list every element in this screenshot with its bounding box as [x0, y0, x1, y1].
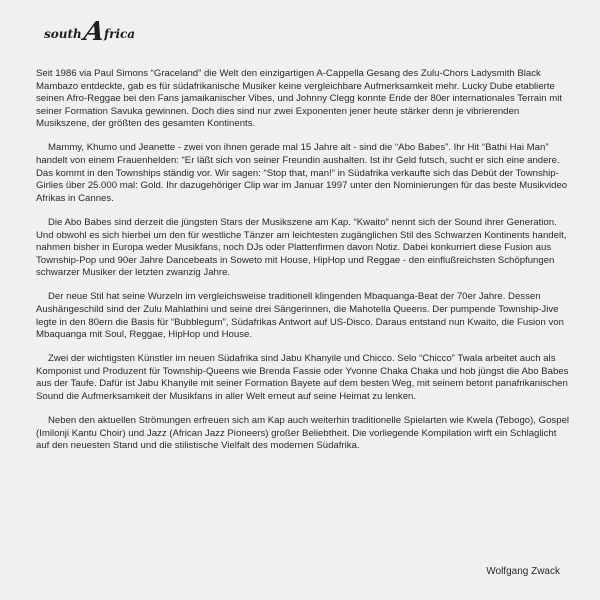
logo-word-south: south [44, 27, 82, 41]
south-africa-logo [44, 17, 136, 47]
liner-notes-text [36, 68, 572, 464]
paragraph-3: Die Abo Babes sind derzeit die jüngsten Stars der Musikszene am Kap. “Kwaito” nennt sich der Sound ihrer Generation. Und obwohl es sich hierbei um den für westliche Tänzer am leichtesten zugänglichen Stil des Schwarzen Kontinents handelt, nahmen bisher in Europa weder Musikfans, noch DJs oder Plattenfirmen davon Notiz. Dabei konkurriert diese Fusion aus Township-Pop und 90er Jahre Dancebeats in Soweto mit House, HipHop und Reggae - den einflußreichsten Schöpfungen schwarzer Musiker der letzten zwanzig Jahre. [36, 216, 567, 279]
author-signature: Wolfgang Zwack [486, 566, 560, 577]
paragraph-6: Neben den aktuellen Strömungen erfreuen sich am Kap auch weiterhin traditionelle Spielarten wie Kwela (Tebogo), Gospel (Imilonji Kantu Choir) und Jazz (African Jazz Pioneers) großer Beliebtheit. Die vorliegende Kompilation wirft ein Schlaglicht auf den neuesten Stand und die stilistische Vielfalt des modernen Südafrika. [36, 415, 570, 452]
logo-word-frica: frica [103, 27, 136, 41]
paragraph-5: Zwei der wichtigsten Künstler im neuen Südafrika sind Jabu Khanyile und Chicco. Selo “Chicco” Twala arbeitet auch als Komponist und Produzent für Township-Queens wie Brenda Fassie oder Yvonne Chaka Chaka und hob jüngst die Abo Babes aus der Taufe. Dafür ist Jabu Khanyile mit seiner Formation Bayete auf dem besten Weg, mit seinem betont panafrikanischen Sound die Aufmerksamkeit der Musikfans in aller Welt erneut auf seine Heimat zu lenken. [36, 353, 569, 403]
paragraph-1: Seit 1986 via Paul Simons “Graceland” die Welt den einzigartigen A-Cappella Gesang des Zulu-Chors Ladysmith Black Mambazo entdeckte, gab es für südafrikanische Musiker keine vergleichbare Aufmerksamkeit mehr. Lucky Dube etablierte seinen Afro-Reggae bei den Fans jamaikanischer Vibes, und Johnny Clegg konnte Ende der 80er internationales Terrain mit seiner Formation Savuka gewinnen. Doch dies sind nur zwei Exponenten jener heute stärker denn je vibrierenden Musikszene, der größten des gesamten Kontinents. [36, 68, 563, 130]
paragraph-2: Mammy, Khumo und Jeanette - zwei von ihnen gerade mal 15 Jahre alt - sind die “Abo Babes”. Ihr Hit “Bathi Hai Man” handelt von einem Frauenhelden: “Er läßt sich von seiner Freundin aushalten. Ist ihr Geld futsch, sucht er sich eine andere. Das kommt in den Townships ständig vor. Wir sagen: “Stop that, man!” in Südafrika verkaufte sich das Debüt der Township-Girlies über 25.000 mal: Gold. Ihr dazugehöriger Clip war im Januar 1997 unter den Nominierungen für das beste Musikvideo Afrikas in Cannes. [36, 142, 568, 204]
logo-letter-a: A [81, 17, 107, 47]
paragraph-4: Der neue Stil hat seine Wurzeln im vergleichsweise traditionell klingenden Mbaquanga-Beat der 70er Jahre. Dessen Aushängeschild sind der Zulu Mahlathini und seine drei Sängerinnen, die Mahotella Queens. Der pumpende Township-Jive legte in den 80ern die Basis für “Bubblegum”, Südafrikas Antwort auf US-Disco. Daraus entstand nun Kwaito, die Fusion von Mbaquanga mit Soul, Reggae, HipHop und House. [36, 291, 564, 341]
